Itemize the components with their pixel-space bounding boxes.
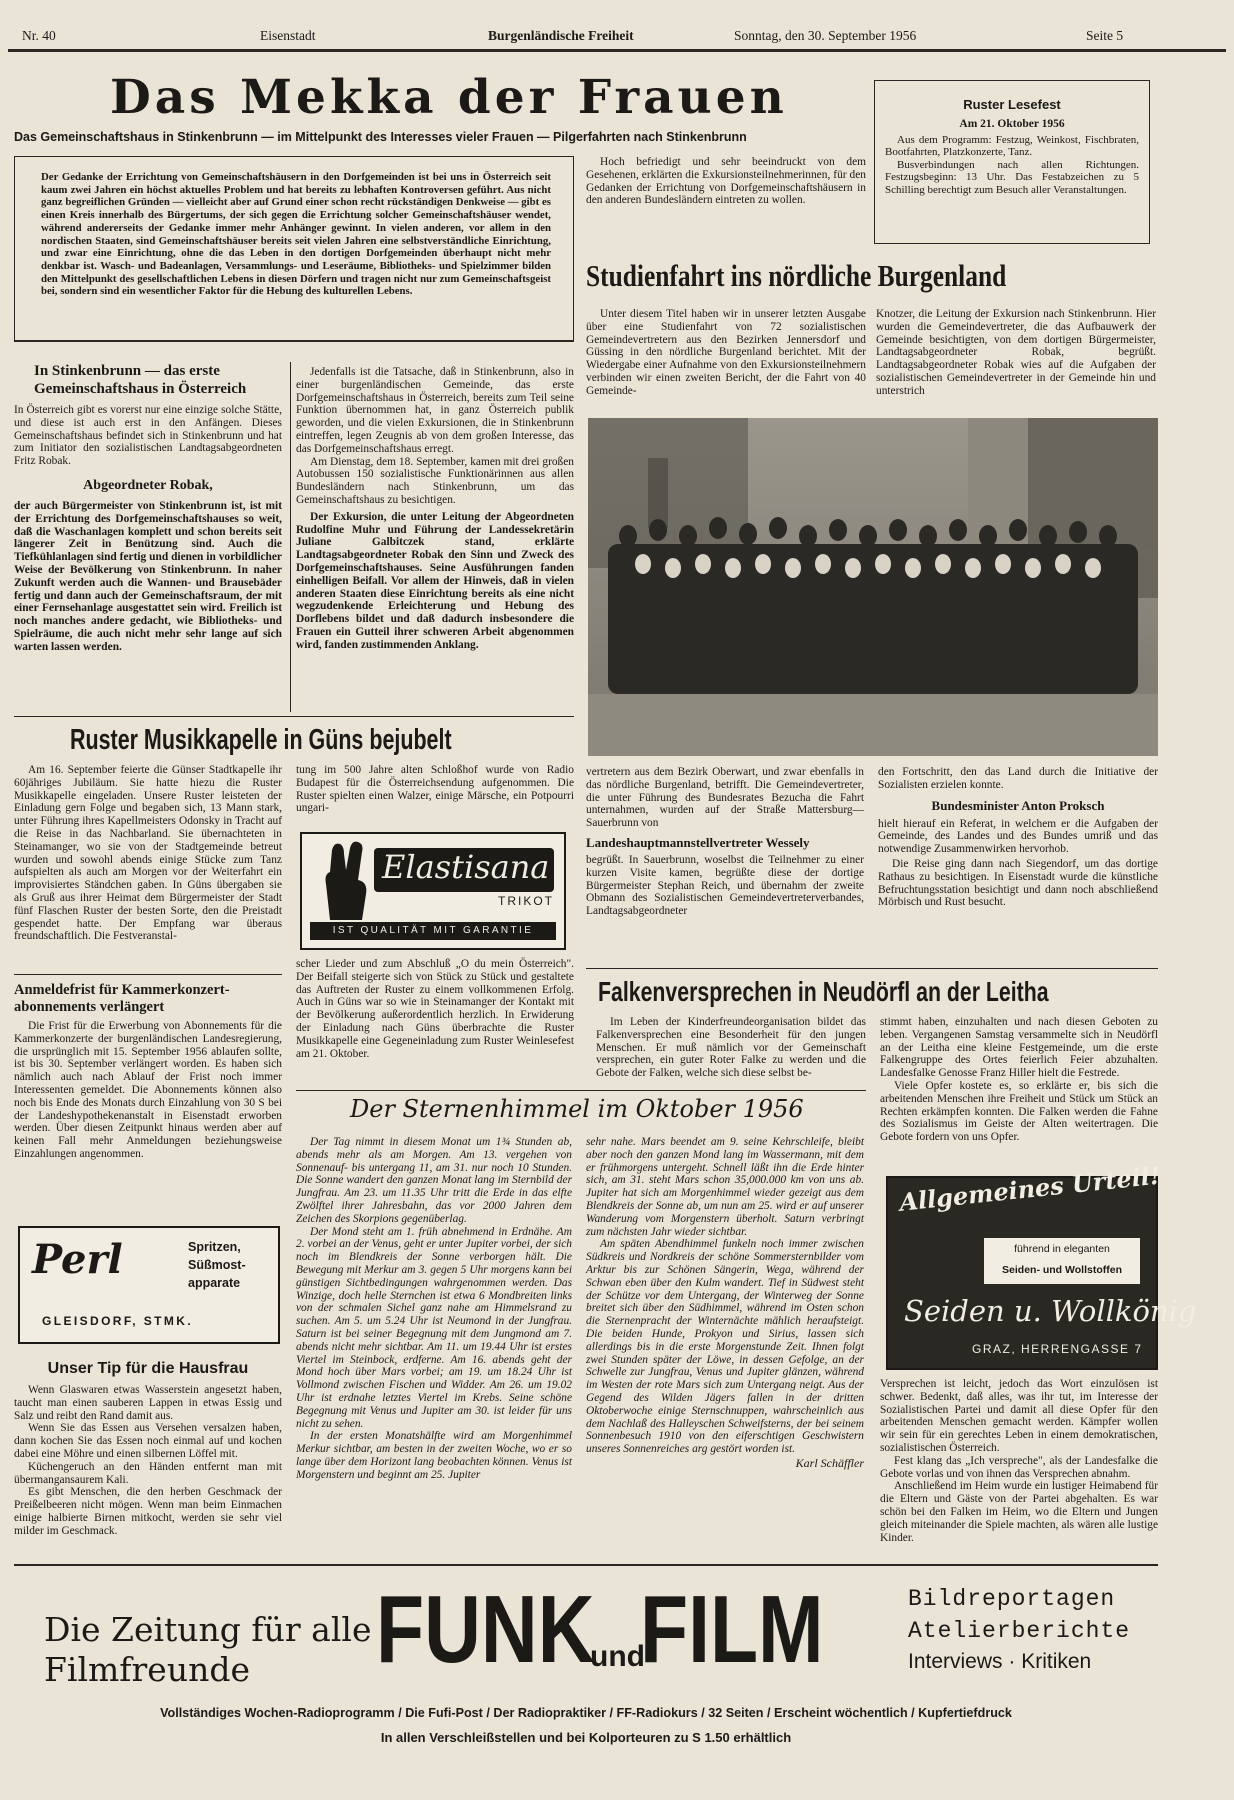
header-rule	[8, 49, 1226, 52]
urteil-line1: führend in eleganten	[1014, 1243, 1110, 1255]
page-header	[8, 24, 1226, 48]
urteil-brand: Seiden u. Wollkönig	[904, 1294, 1197, 1328]
sternen-right	[586, 1136, 864, 1471]
studien-title: Studienfahrt ins nördliche Burgenland	[586, 258, 1007, 293]
mekka-col1-heading: In Stinkenbrunn — das erste Gemeinschaftshaus in Österreich	[34, 363, 247, 397]
falken-right-text: stimmt haben, einzuhalten und nach diesen Geboten zu leben. Vergangenen Samstag versammelte sich in Neudörfl an der Leitha eine kleine Festgemeinde, um die erste Falkengruppe des Ortes feierlich Feier abzuhalten. Landesfalke Genosse Franz Hiller hielt die Festrede.	[880, 1016, 1158, 1080]
mekka-col1	[14, 362, 282, 654]
sternen-left	[296, 1136, 572, 1482]
musik-col1-text: Am 16. September feierte die Günser Stadtkapelle ihr 60jähriges Jubiläum. Sie hatte hiezu die Ruster Musikkapelle eingeladen. Unsere Ruster leisteten der Einladung gern Folge und begaben sich, 13 Mann stark, unter Führung ihres Kapellmeisters Odonsky in Tracht auf die Reise in das Nachbarland. Sie übernachteten in Steinamanger, wo sie von der Stadtgemeinde betreut wurden und sowohl abends einige Stücke zum Tanz aufspielten als auch am Morgen vor der Weiterfahrt ein improvisiertes Ständchen gaben. In Güns übergaben sie als Gruß aus ihrer Heimat dem Bürgermeister der Stadt fünf Flaschen Ruster der besten Sorte, den die Preistadt gespendet hatte. Der Empfang war überaus freundschaftlich. Die Festveranstal-	[14, 764, 282, 943]
studien-right	[876, 308, 1156, 398]
falken-right-text2: Viele Opfer kostete es, so erklärte er, bis sich die arbeitenden Menschen ihre Freiheit und Stück um Stück an Rechten erkämpfen konnten. Die Falken werden die Fahne des Sozialismus im Geiste der Alten weitertragen. Die Gebote fordern von uns Opfer.	[880, 1079, 1158, 1144]
funk-right3: Interviews · Kritiken	[908, 1650, 1092, 1673]
ad-elastisana	[300, 832, 566, 950]
header-city: Eisenstadt	[260, 28, 316, 43]
section-rule-1	[14, 716, 574, 717]
sternen-rule	[296, 1090, 866, 1091]
hand-icon	[316, 840, 376, 922]
tip-p4: Es gibt Menschen, die den herben Geschmack der Preißelbeeren nicht mögen. Wenn man beim Einmachen einige halbierte Birnen mitkocht, werden sie sehr viel milder im Geschmack.	[14, 1486, 282, 1537]
studien-cont-left-text: vertretern aus dem Bezirk Oberwart, und zwar ebenfalls in das nördliche Burgenland, betrifft. Die Gemeindevertreter, die unter Führung des Bundesrates Bezucha die Fahrt unternahmen, wurden auf der Straße Mattersburg—Sauerbrunn von	[586, 766, 864, 830]
elastisana-sub: TRIKOT	[498, 894, 554, 908]
page-number: Seite 5	[1086, 28, 1124, 43]
sternen-author: Karl Schäffler	[795, 1455, 864, 1470]
musik-col2-text: tung im 500 Jahre alten Schloßhof wurde von Radio Budapest für die Österreichsendung aufgenommen. Die Ruster spielten einen Walzer, einige Märsche, ein Potpourri ungari-	[296, 764, 574, 815]
mekka-col2-text3: Der Exkursion, die unter Leitung der Abgeordneten Rudolfine Muhr und Führung der Landessekretärin Juliane Galbitczek stand, erklärte Landtagsabgeordneter Robak den Sinn und Zweck des Dorfgemeinschaftshauses. Seine Ausführungen fanden einhelligen Beifall. Vor allem der Hinweis, daß in vielen anderen Staaten diese Einrichtung bereits als eine nicht wegzudenkende Erleichterung und Hebung des Dorflebens bildet und daß dadurch insbesondere die Frauen ein Gutteil ihrer schweren Arbeit abgenommen wird, fanden zustimmenden Anklang.	[296, 510, 574, 651]
perl-brand: Perl	[32, 1236, 123, 1283]
musik-col2b	[296, 958, 574, 1060]
tip-section	[14, 1360, 282, 1538]
studien-cont-heading2: Bundesminister Anton Proksch	[931, 797, 1105, 813]
elastisana-brand: Elastisana	[382, 848, 550, 886]
urteil-line2: Seiden- und Wollstoffen	[1002, 1264, 1122, 1276]
mekka-lead: Der Gedanke der Errichtung von Gemeinschaftshäusern in den Dorfgemeinden ist bei uns in Österreich seit kaum zwei Jahren ein höchst aktuelles Problem und hat bereits zu lebhaften Kontroversen geführt. Aus nicht ganz begreiflichen Gründen — vielleicht aber auf Grund einer schon recht rückständigen Denkweise — gibt es einen Kreis innerhalb des Bürgertums, der sich gegen die Errichtung solcher Gemeinschaftshäuser wendet, während andererseits der Gedanke immer mehr Anhänger gewinnt. In vielen anderen, vor allem in den nordischen Staaten, sind Gemeinschaftshäuser bereits seit vielen Jahren eine selbstverständliche Einrichtung, und zwar eine Einrichtung, ohne die das Leben in den dortigen Dorfgemeinden überhaupt nicht mehr denkbar ist. Wasch- und Badeanlagen, Versammlungs- und Leseräume, Bibliotheks- und Spielzimmer bilden den Mittelpunkt des gesellschaftlichen Lebens in diesen Dörfern und tragen nicht nur zum Gemeinschaftsgeist bei, sondern sind ein wesentlicher Faktor für die Hebung des kulturellen Lebens.	[41, 171, 551, 298]
musik-col2	[296, 764, 574, 815]
ruster-title: Ruster Lesefest	[963, 97, 1061, 112]
sternen-right1: sehr nahe. Mars beendet am 9. seine Kehrschleife, bleibt aber noch den ganzen Mond lang im Wassermann, mit dem er frühmorgens untergeht. Schnell läßt ihn die Erde hinter sich, am 31. steht Mars schon 35,000.000 km von uns ab. Jupiter hat sich am Morgenhimmel wieder gezeigt aus dem Blendkreis der Sonne ab, um nun am 25. wird er auf unserer Wanderung vom Morgenstern überholt. Saturn verbringt zum nächsten Jahr wieder sichtbar.	[586, 1136, 864, 1238]
studien-cont-right	[878, 766, 1158, 909]
funk-und: und	[590, 1640, 645, 1673]
tip-p1: Wenn Glaswaren etwas Wasserstein angesetzt haben, taucht man einen sauberen Lappen in etwas Essig und Salz und reibt den Rand damit aus.	[14, 1384, 282, 1422]
funk-line: Vollständiges Wochen-Radioprogramm / Die Fufi-Post / Der Radiopraktiker / FF-Radiokurs / 32 Seiten / Erscheint wöchentlich / Kupfertiefdruck	[160, 1706, 1012, 1720]
studien-left	[586, 308, 866, 398]
funk-line2: In allen Verschleißstellen und bei Kolporteuren zu S 1.50 erhältlich	[380, 1730, 792, 1745]
mekka-col1-text: In Österreich gibt es vorerst nur eine einzige solche Stätte, und diese ist auch erst in den Anfängen. Dieses Gemeinschaftshaus befindet sich in Stinkenbrunn und hat zum Initiator den sozialistischen Landtagsabgeordneten Fritz Robak.	[14, 404, 282, 468]
studien-cont-right-text3: Die Reise ging dann nach Siegendorf, um das dortige Rathaus zu besichtigen. In Eisenstadt wurde die künstliche Befruchtungsstation besichtigt und dann noch abschließend Mörbisch und Rust besucht.	[878, 857, 1158, 909]
mekka-col-divider	[290, 362, 291, 712]
ad-perl	[18, 1226, 280, 1344]
urteil-address: GRAZ, HERRENGASSE 7	[972, 1342, 1143, 1356]
funk-brand1: FUNK	[376, 1576, 595, 1683]
perl-line3: apparate	[188, 1276, 241, 1290]
funk-right2: Atelierberichte	[908, 1618, 1131, 1644]
falken-right	[880, 1016, 1158, 1144]
musik-col1	[14, 764, 282, 943]
studien-cont-heading: Landeshauptmannstellvertreter Wessely	[586, 834, 810, 850]
photo-illustration	[588, 418, 1158, 756]
tip-p3: Küchengeruch an den Händen entfernt man mit übermangansaurem Kali.	[14, 1460, 282, 1486]
funk-right1: Bildreportagen	[908, 1586, 1116, 1612]
mekka-col1-text2: der auch Bürgermeister von Stinkenbrunn ist, ist mit der Errichtung des Dorfgemeinschaftshauses so weit, daß die Waschanlagen komplett und schon bereits seit längerer Zeit in Benützung sind. Auch die Tiefkühlanlagen sind fertig und dienen in vorbildlicher Weise der Bevölkerung von Stinkenbrunn. In naher Zukunft werden auch die Wannen- und Brausebäder fertig und dann auch der Gemeinschaftsraum, der mit einer Fernsehanlage ausgestattet sein wird. Freilich ist noch manches andere gedacht, wie Bibliotheks- und Spielräume, die auch nicht mehr sehr lange auf sich warten lassen werden.	[14, 499, 282, 653]
studien-right-text: Knotzer, die Leitung der Exkursion nach Stinkenbrunn. Hier wurden die Gemeindevertreter, die das Aufbauwerk der Gemeinde besichtigten, von dem dortigen Bürgermeister, Landtagsabgeordneter Robak, begrüßt. Landtagsabgeordneter Robak wies auf die Aufgaben der sozialistischen Gemeindevertreter in der Gemeinde hin und unterstrich	[876, 308, 1156, 397]
anmelde-title: Anmeldefrist für Kammerkonzert-abonnements verlängert	[14, 982, 230, 1015]
ad-funk-film	[14, 1566, 1158, 1788]
section-rule-2	[14, 974, 282, 975]
sternen-right2: Am späten Abendhimmel funkeln noch immer zwischen Südkreis und Nordkreis der schöne Sommersternbilder vom Arktur bis zur Schönen Sängerin, Wega, während der Schwan eben über den Kulm wandert. Tief in Südwest steht der Schütze vor dem Untergang, der Winterweg der Sonne breitet sich über den Südhimmel, während im Osten schon die Sternenpracht der Winternächte mählich heraufsteigt. Die beiden Hunde, Prokyon und Sirius, lassen sich allerdings bis in die erste Morgenstunde Zeit. Ihnen folgt zwei Stunden später der Löwe, in dessen Gefolge, an der Schwelle zur Jungfrau, Venus und Jupiter glänzen, während im Westen der rote Mars sich zum Untergang neigt. Aus der Gegend des Wilden Jägers fallen in der dritten Oktoberwoche einige Sternschnuppen, wahrscheinlich aus dem Nachlaß des Halleyschen Schweifsterns, der bei seinem Sonnenbesuch 1910 von den eiferschtigen Geschwistern unseres Sonnenreiches arg gestört worden ist.	[586, 1238, 864, 1456]
ruster-date: Am 21. Oktober 1956	[959, 118, 1065, 130]
sternen-left3: In der ersten Monatshälfte wird am Morgenhimmel Merkur sichtbar, am besten in der zweiten Woche, wo er so lange über dem Horizont lang beobachten können. Venus ist Morgenstern und beginnt am 25. Jupiter	[296, 1430, 572, 1481]
ad-urteil	[886, 1160, 1197, 1370]
studien-left-text: Unter diesem Titel haben wir in unserer letzten Ausgabe über eine Studienfahrt von 72 sozialistischen Gemeindevertretern aus den Bezirken Jennersdorf und Güssing in den nördliche Burgenland berichtet. Mit der Wiedergabe einer Aufnahme von den Exkursionsteilnehmern verbinden wir einen zweiten Bericht, der die Fahrt von 40 Gemeinde-	[586, 308, 866, 397]
falken-right-cont	[880, 1378, 1158, 1544]
musik-title: Ruster Musikkapelle in Güns bejubelt	[70, 724, 452, 756]
elastisana-slogan: IST QUALITÄT MIT GARANTIE	[332, 925, 534, 936]
ruster-lesefest-box	[874, 80, 1150, 244]
studien-cont-right-text: den Fortschritt, den das Land durch die Initiative der Sozialisten erzielen konnte.	[878, 766, 1158, 791]
anmelde-text: Die Frist für die Erwerbung von Abonnements für die Kammerkonzerte der burgenländischen Landesregierung, die ursprünglich mit 15. September 1956 ablaufen sollte, ist bis 30. September verlängert worden. Es haben sich nämlich auch nach Ablauf der Frist noch immer Interessenten gemeldet. Die Abonnements können also noch bis Ende des Monats durch Einzahlung von 30 S bei der Landeshypothekenanstalt in Eisenstadt erworben werden. Über diesen Zeitpunkt hinaus werden aber auf keinen Fall mehr Anmeldungen beziehungsweise Einzahlungen angenommen.	[14, 1020, 282, 1160]
studien-cont-left-text2: begrüßt. In Sauerbrunn, woselbst die Teilnehmer zu einer kurzen Visite kamen, begrüßte diese der dortige Bürgermeister Stephan Reich, und übernahm der zweite Obmann des Sozialistischen Gemeindevertreterverbandes, Landtagsabgeordneter	[586, 853, 864, 918]
exkursion-photo	[588, 418, 1158, 756]
perl-line2: Süßmost-	[188, 1258, 246, 1272]
sternen-left2: Der Mond steht am 1. früh abnehmend in Erdnähe. Am 2. vorbei an der Venus, geht er unter Jupiter vorbei, der sich noch im Blendkreis der Sonne verborgen hält. Die Bewegung mit Merkur am 3. gegen 5 Uhr morgens kann bei günstigen Sichtbedingungen wahrgenommen werden. Das Winzige, doch helle Sternchen ist etwa 6 Mondbreiten links von der schmalen Sichel ganz nahe am Himmelsrand zu suchen. Am 5. um 5.24 Uhr ist Neumond in der Jungfrau. Saturn ist bei seiner Begegnung mit dem Jungmond am 7. abends nicht mehr sichtbar. Am 11. um 19.44 Uhr ist erstes Viertel im Steinbock, erdferne. Am 16. abends geht der Mond hoch über Mars vorbei; am 19. um 18.24 Uhr ist Vollmond zwischen Fischen und Widder. Am 26. um 19.02 Uhr ist erdnahe letztes Viertel im Krebs. Seine schöne Begegnung mit Venus und Jupiter am 30. ist leider für uns nicht zu sehen.	[296, 1225, 572, 1430]
perl-line1: Spritzen,	[188, 1240, 241, 1254]
falken-title: Falkenversprechen in Neudörfl an der Leitha	[598, 976, 1049, 1007]
paper-name: Burgenländische Freiheit	[488, 28, 634, 43]
sternen-left1: Der Tag nimmt in diesem Monat um 1¾ Stunden ab, abends mehr als am Morgen. Am 13. vergehen von Sonnenauf- bis untergang 11, am 31. nur noch 10 Stunden. Die Sonne wandert den ganzen Monat lang im Sternbild der Jungfrau. Am 23. um 11.35 Uhr tritt die Erde in das elfte Zwölftel ihrer Jahresbahn, das vor 2000 Jahren dem Zeichen des Skorpions gegenüberlag.	[296, 1136, 572, 1225]
issue-number: Nr. 40	[22, 28, 56, 43]
falken-right-text4: Fest klang das „Ich verspreche", als der Landesfalke die Gebote vorlas und von ihnen das Versprechen abnahm.	[880, 1454, 1158, 1480]
header-date: Sonntag, den 30. September 1956	[734, 28, 917, 43]
musik-col2b-text: scher Lieder und zum Abschluß „O du mein Österreich". Der Beifall steigerte sich von Stück zu Stück und gestaltete das Auftreten der Ruster zu einem vollkommenen Erfolg. Auch in Güns war so wie in Steinamanger der Kontakt mit der Bevölkerung außerordentlich herzlich. In Erwiderung der Einladung nach Güns überbrachte die Ruster Musikkapelle eine Gegeneinladung zum Ruster Weinlesefest am 21. Oktober.	[296, 958, 574, 1060]
funk-left: Die Zeitung für alle Filmfreunde	[44, 1610, 372, 1689]
mekka-col3	[586, 156, 866, 207]
urteil-head: Allgemeines Urteil!	[898, 1160, 1162, 1217]
mekka-lead-box	[14, 156, 574, 342]
mekka-title: Das Mekka der Frauen	[110, 70, 788, 125]
funk-brand2: FILM	[640, 1576, 824, 1683]
section-rule-3	[586, 968, 1158, 969]
ruster-text: Aus dem Programm: Festzug, Weinkost, Fischbraten, Bootfahrten, Platzkonzerte, Tanz.	[885, 134, 1139, 159]
falken-left	[596, 1016, 866, 1080]
ruster-text2: Busverbindungen nach allen Richtungen. Festzugsbeginn: 13 Uhr. Das Festabzeichen zu 5 Schilling berechtigt zum Besuch aller Veranstaltungen.	[885, 158, 1139, 196]
falken-right-text5: Anschließend im Heim wurde ein lustiger Heimabend für die Eltern und Gäste von der Partei abgehalten. Es war schön bei den Falken im Heim, wo die Eltern und Jungen gleich miteinander die Spiele machten, als wären alle lustige Kinder.	[880, 1480, 1158, 1544]
mekka-col1-heading2: Abgeordneter Robak,	[83, 477, 213, 493]
falken-left-text: Im Leben der Kinderfreundeorganisation bildet das Falkenversprechen eine Besonderheit für den jungen Menschen. Er muß nämlich vor der Gemeinschaft versprechen, ein guter Roter Falke zu werden und die Gebote der Falken, welche sich diese selbst be-	[596, 1016, 866, 1080]
tip-p2: Wenn Sie das Essen aus Versehen versalzen haben, dann kochen Sie das Essen noch einmal auf und kochen dabei eine Möhre und einen silbernen Löffel mit.	[14, 1422, 282, 1460]
mekka-subtitle: Das Gemeinschaftshaus in Stinkenbrunn — im Mittelpunkt des Interesses vieler Frauen — Pilgerfahrten nach Stinkenbrunn	[14, 130, 747, 144]
anmelde-section	[14, 982, 282, 1161]
mekka-col2-text2: Am Dienstag, dem 18. September, kamen mit drei großen Autobussen 150 sozialistische Funktionärinnen aus allen Bundesländern nach Stinkenbrunn, um das Gemeinschaftshaus zu besichtigen.	[296, 455, 574, 506]
studien-cont-left	[586, 766, 864, 918]
falken-right-text3: Versprechen ist leicht, jedoch das Wort einzulösen ist schwer. Bedenkt, daß alles, was ihr tut, im Interesse der Sozialistischen Partei und damit all diese Opfer für den arbeitenden Menschen gemacht werden. Kämpfer wollen wir sein für ein gerechtes Leben in einem demokratischen, sozialistischen Österreich.	[880, 1378, 1158, 1454]
studien-cont-right-text2: hielt hierauf ein Referat, in welchem er die Aufgaben der Gemeinde, des Landes und des Bundes umriß und das notwendige Zusammenwirken hervorhob.	[878, 817, 1158, 856]
tip-title: Unser Tip für die Hausfrau	[47, 1360, 249, 1377]
mekka-col2-text: Jedenfalls ist die Tatsache, daß in Stinkenbrunn, also in einer burgenländischen Gemeinde, das erste Dorfgemeinschaftshaus in Österreich, bereits zum Teil seine Funktion übernommen hat, in ganz Österreich publik geworden, und die vielen Exkursionen, die in Stinkenbrunn eintreffen, legen Zeugnis ab von dem großen Interesse, das das Dorfgemeinschaftshaus erregt.	[296, 366, 574, 455]
sternen-title: Der Sternenhimmel im Oktober 1956	[350, 1095, 804, 1123]
mekka-col2	[296, 366, 574, 652]
mekka-col3-text: Hoch befriedigt und sehr beeindruckt von dem Gesehenen, erklärten die Exkursionsteilnehmerinnen, für den Gedanken der Errichtung von Dorfgemeinschaftshäusern in den anderen Bundesländern eintreten zu wollen.	[586, 156, 866, 207]
perl-place: GLEISDORF, STMK.	[42, 1314, 194, 1328]
